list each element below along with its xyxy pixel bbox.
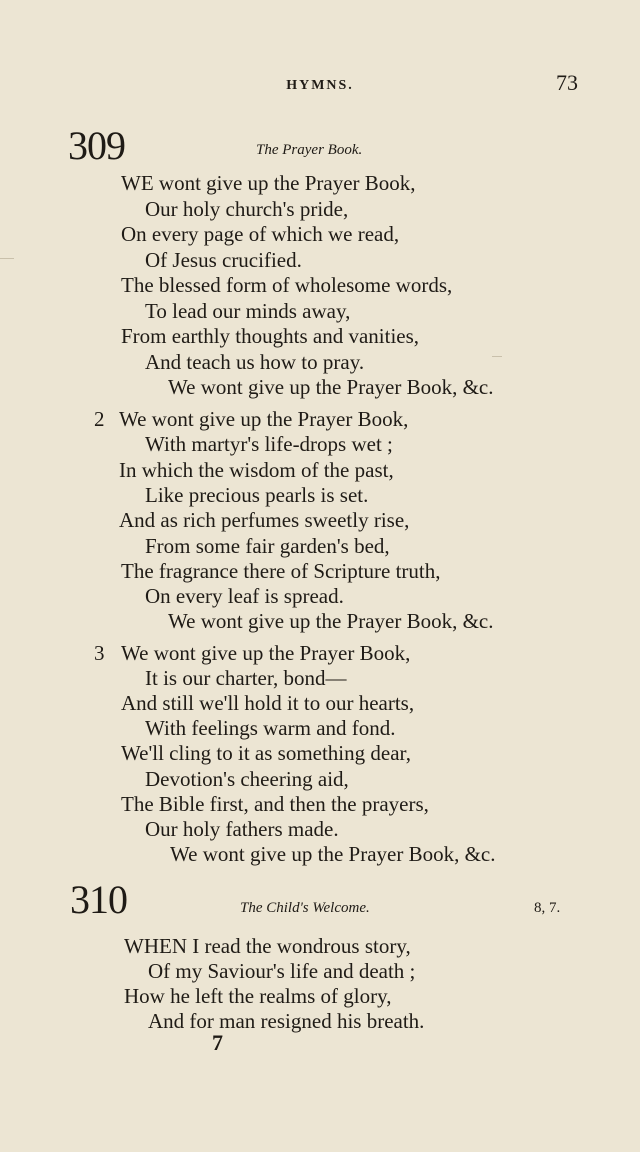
verse-line: WE wont give up the Prayer Book, <box>121 171 416 195</box>
page-number: 73 <box>556 70 578 95</box>
verse-line: From earthly thoughts and vanities, <box>121 324 420 348</box>
verse-line: And as rich perfumes sweetly rise, <box>119 508 410 532</box>
verse-line: Of Jesus crucified. <box>145 248 302 272</box>
hymn-title: The Child's Welcome. <box>240 900 370 916</box>
verse-line: Our holy fathers made. <box>145 817 339 841</box>
verse-line: Our holy church's pride, <box>145 197 349 221</box>
refrain-line: We wont give up the Prayer Book, &c. <box>168 609 494 633</box>
verse-line: How he left the realms of glory, <box>124 984 392 1008</box>
verse-line: And still we'll hold it to our hearts, <box>121 691 415 715</box>
verse-line: We wont give up the Prayer Book, <box>121 641 411 665</box>
verse-line: In which the wisdom of the past, <box>119 458 394 482</box>
running-head: HYMNS. <box>286 78 354 93</box>
margin-mark <box>0 258 14 259</box>
verse-line: From some fair garden's bed, <box>145 534 390 558</box>
verse-line: The fragrance there of Scripture truth, <box>121 559 441 583</box>
hymn-number: 309 <box>68 123 125 168</box>
hymn-meter: 8, 7. <box>534 900 561 916</box>
signature-mark: 7 <box>212 1030 223 1055</box>
verse-line: It is our charter, bond— <box>145 666 347 690</box>
verse-line: On every page of which we read, <box>121 222 400 246</box>
hymn-title: The Prayer Book. <box>256 142 363 158</box>
verse-line: We wont give up the Prayer Book, <box>119 407 409 431</box>
verse-line: With feelings warm and fond. <box>145 716 396 740</box>
verse-line: On every leaf is spread. <box>145 584 344 608</box>
verse-line: The Bible first, and then the prayers, <box>121 792 429 816</box>
stanza-number: 2 <box>94 407 105 431</box>
verse-line: The blessed form of wholesome words, <box>121 273 453 297</box>
verse-line: WHEN I read the wondrous story, <box>124 934 411 958</box>
verse-line: Like precious pearls is set. <box>145 483 369 507</box>
verse-line: And for man resigned his breath. <box>148 1009 425 1033</box>
verse-line: Of my Saviour's life and death ; <box>148 959 416 983</box>
verse-line: Devotion's cheering aid, <box>145 767 349 791</box>
refrain-line: We wont give up the Prayer Book, &c. <box>168 375 494 399</box>
refrain-line: We wont give up the Prayer Book, &c. <box>170 842 496 866</box>
margin-mark <box>492 356 502 357</box>
verse-line: To lead our minds away, <box>145 299 351 323</box>
hymn-number: 310 <box>70 877 127 922</box>
verse-line: We'll cling to it as something dear, <box>121 741 411 765</box>
verse-line: With martyr's life-drops wet ; <box>145 432 393 456</box>
verse-line: And teach us how to pray. <box>145 350 365 374</box>
stanza-number: 3 <box>94 641 105 665</box>
